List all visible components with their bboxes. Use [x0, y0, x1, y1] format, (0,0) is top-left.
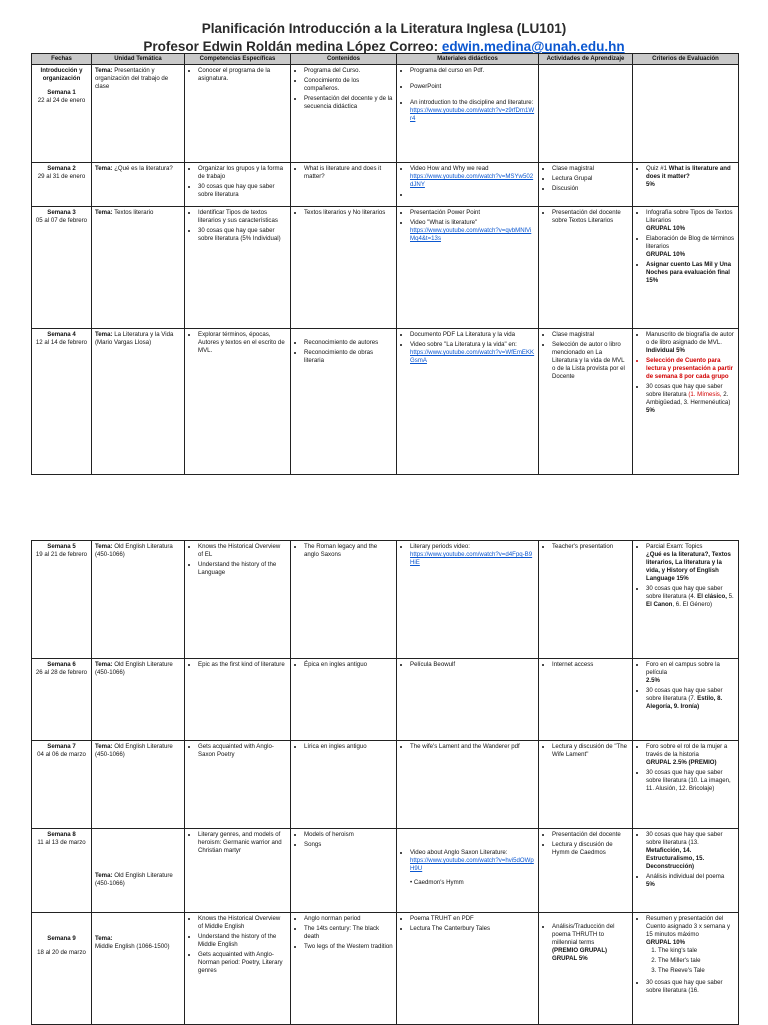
- actividades-cell: • Lectura y discusión de "The Wife Lament": [539, 741, 633, 829]
- planning-table-page-2: [31, 540, 739, 1025]
- materiales-cell: • Programa del curso en Pdf. • PowerPoint • An introduction to the discipline and literature: https://www.youtube.com/watch?v=z9rfDm1Wr4: [397, 65, 539, 163]
- tema-cell: Tema: Old English Literature (450-1066): [92, 741, 185, 829]
- competencias-cell: • Knows the Historical Overview of Middle English • Understand the history of the Middle English • Gets acquainted with Anglo-Norman period: Poetry, Literary genres: [185, 913, 291, 1025]
- contenidos-cell: • Lírica en ingles antiguo: [291, 741, 397, 829]
- tema-cell: Tema: Old English Literatura (450-1066): [92, 541, 185, 659]
- col-contenidos: Contenidos: [291, 54, 397, 65]
- criterios-cell: • Foro sobre el rol de la mujer a través de la historia GRUPAL 2.5% (PREMIO) • 30 cosas que hay que saber sobre literatura (10. La imagen, 11. Alusión, 12. Bricolaje): [633, 741, 739, 829]
- tema-cell: Tema: Middle English (1066-1500): [92, 913, 185, 1025]
- materiales-cell: • Poema TRUHT en PDF • Lectura The Canterbury Tales: [397, 913, 539, 1025]
- actividades-cell: • Presentación del docente sobre Textos Literarios: [539, 207, 633, 329]
- criterios-cell: • Manuscrito de biografía de autor o de libro asignado de MVL. Individual 5% • Selección de Cuento para lectura y presentación a partir de semana 8 por cada grupo • 30 cosas que hay que saber sobre literatura (1. Mímesis, 2. Ambigüedad, 3. Hermenéutica) 5%: [633, 329, 739, 475]
- materiales-cell: • Video about Anglo Saxon Literature: https://www.youtube.com/watch?v=hvi5dOWpH9U • Caedmon's Hymm: [397, 829, 539, 913]
- fecha-cell: Semana 5 19 al 21 de febrero: [32, 541, 92, 659]
- fecha-cell: Semana 3 05 al 07 de febrero: [32, 207, 92, 329]
- competencias-cell: • Explorar términos, épocas, Autores y textos en el escrito de MVL.: [185, 329, 291, 475]
- competencias-cell: • Conocer el programa de la asignatura.: [185, 65, 291, 163]
- table-row: [32, 659, 739, 741]
- actividades-cell: • Presentación del docente • Lectura y discusión de Hymm de Caedmos: [539, 829, 633, 913]
- criterios-cell: [633, 65, 739, 163]
- table-row: [32, 541, 739, 659]
- planning-table-page-1: [31, 53, 739, 475]
- col-unidad: Unidad Temática: [92, 54, 185, 65]
- criterios-cell: • Quiz #1 What is literature and does it matter? 5%: [633, 163, 739, 207]
- tema-cell: Tema: ¿Qué es la literatura?: [92, 163, 185, 207]
- fecha-cell: Semana 2 29 al 31 de enero: [32, 163, 92, 207]
- actividades-cell: • Análisis/Traducción del poema THRUTH to millennial terms (PREMIO GRUPAL) GRUPAL 5%: [539, 913, 633, 1025]
- table-row: [32, 913, 739, 1025]
- tema-cell: Tema: La Literatura y la Vida (Mario Vargas Llosa): [92, 329, 185, 475]
- page-title: [0, 20, 768, 56]
- criterios-cell: • Resumen y presentación del Cuento asignado 3 x semana y 15 minutos máximo GRUPAL 10% 1. The king's tale 2. The Miller's tale 3. The Reeve's Tale • 30 cosas que hay que saber sobre literatura (16.: [633, 913, 739, 1025]
- competencias-cell: • Epic as the first kind of literature: [185, 659, 291, 741]
- materiales-cell: • Presentación Power Point • Video "What is literature" https://www.youtube.com/watch?v=qvbMNlViMq4&t=13s: [397, 207, 539, 329]
- video-link[interactable]: https://www.youtube.com/watch?v=WfEmEKKGsmA: [410, 349, 535, 364]
- tema-cell: Tema: Presentación y organización del trabajo de clase: [92, 65, 185, 163]
- actividades-cell: [539, 65, 633, 163]
- contenidos-cell: • Reconocimiento de autores • Reconocimiento de obras literaria: [291, 329, 397, 475]
- competencias-cell: • Knows the Historical Overview of EL • Understand the history of the Language: [185, 541, 291, 659]
- table-row: [32, 163, 739, 207]
- col-criterios: Criterios de Evaluación: [633, 54, 739, 65]
- materiales-cell: • Película Beowulf: [397, 659, 539, 741]
- contenidos-cell: • Anglo norman period • The 14ts century: The black death • Two legs of the Western tradition: [291, 913, 397, 1025]
- tema-cell: Tema: Old English Literature (450-1066): [92, 829, 185, 913]
- actividades-cell: • Clase magistral • Lectura Grupal • Discusión: [539, 163, 633, 207]
- materiales-cell: • Video How and Why we read https://www.youtube.com/watch?v=MSYw502dJNY •: [397, 163, 539, 207]
- competencias-cell: • Identificar Tipos de textos literarios y sus características • 30 cosas que hay que saber sobre literatura (5% Individual): [185, 207, 291, 329]
- col-actividades: Actividades de Aprendizaje: [539, 54, 633, 65]
- contenidos-cell: • Programa del Curso. • Conocimiento de los compañeros. • Presentación del docente y de la secuencia didáctica: [291, 65, 397, 163]
- video-link[interactable]: https://www.youtube.com/watch?v=z9rfDm1Wr4: [410, 107, 535, 122]
- col-competencias: Competencias Específicas: [185, 54, 291, 65]
- materiales-cell: • The wife's Lament and the Wanderer pdf: [397, 741, 539, 829]
- competencias-cell: • Organizar los grupos y la forma de trabajo • 30 cosas que hay que saber sobre literatura: [185, 163, 291, 207]
- competencias-cell: • Literary genres, and models of heroism: Germanic warrior and Christian martyr: [185, 829, 291, 913]
- video-link[interactable]: https://www.youtube.com/watch?v=hvi5dOWpH9U: [410, 857, 534, 872]
- fecha-cell: Semana 8 11 al 13 de marzo: [32, 829, 92, 913]
- fecha-cell: Introducción y organización Semana 1 22 al 24 de enero: [32, 65, 92, 163]
- contenidos-cell: • Textos literarios y No literarios: [291, 207, 397, 329]
- table-row: [32, 741, 739, 829]
- fecha-cell: Semana 9 18 al 20 de marzo: [32, 913, 92, 1025]
- professor-line: Profesor Edwin Roldán medina López Correo: edwin.medina@unah.edu.hn: [143, 39, 625, 54]
- video-link[interactable]: https://www.youtube.com/watch?v=qvbMNlViMq4&t=13s: [410, 227, 532, 242]
- contenidos-cell: • Models of heroism • Songs: [291, 829, 397, 913]
- col-materiales: Materiales didácticos: [397, 54, 539, 65]
- actividades-cell: • Teacher's presentation: [539, 541, 633, 659]
- table-header-row: [32, 54, 739, 65]
- fecha-cell: Semana 4 12 al 14 de febrero: [32, 329, 92, 475]
- table-row: [32, 207, 739, 329]
- criterios-cell: • Foro en el campus sobre la película 2.5% • 30 cosas que hay que saber sobre literatura (7. Estilo, 8. Alegoría, 9. Ironía): [633, 659, 739, 741]
- document-title: Planificación Introducción a la Literatura Inglesa (LU101): [201, 21, 567, 36]
- table-row: [32, 65, 739, 163]
- materiales-cell: • Literary periods video: https://www.youtube.com/watch?v=d4Fpq-B9HiE: [397, 541, 539, 659]
- actividades-cell: • Internet access: [539, 659, 633, 741]
- email-link[interactable]: edwin.medina@unah.edu.hn: [441, 39, 625, 54]
- competencias-cell: • Gets acquainted with Anglo-Saxon Poetry: [185, 741, 291, 829]
- contenidos-cell: • The Roman legacy and the anglo Saxons: [291, 541, 397, 659]
- tema-cell: Tema: Textos literario: [92, 207, 185, 329]
- contenidos-cell: • What is literature and does it matter?: [291, 163, 397, 207]
- tema-cell: Tema: Old English Literature (450-1066): [92, 659, 185, 741]
- actividades-cell: • Clase magistral • Selección de autor o libro mencionado en La Literatura y la vida de MVL o de la Lista provista por el Docente: [539, 329, 633, 475]
- fecha-cell: Semana 6 26 al 28 de febrero: [32, 659, 92, 741]
- criterios-cell: • Infografía sobre Tipos de Textos Literarios GRUPAL 10% • Elaboración de Blog de términos literarios GRUPAL 10% • Asignar cuento Las Mil y Una Noches para evaluación final 15%: [633, 207, 739, 329]
- table-row: [32, 329, 739, 475]
- col-fechas: Fechas: [32, 54, 92, 65]
- table-row: [32, 829, 739, 913]
- criterios-cell: • 30 cosas que hay que saber sobre literatura (13. Metaficción, 14. Estructuralismo, 15. Deconstrucción) • Análisis individual del poema 5%: [633, 829, 739, 913]
- video-link[interactable]: https://www.youtube.com/watch?v=d4Fpq-B9HiE: [410, 551, 533, 566]
- contenidos-cell: • Épica en ingles antiguo: [291, 659, 397, 741]
- fecha-cell: Semana 7 04 al 06 de marzo: [32, 741, 92, 829]
- video-link[interactable]: https://www.youtube.com/watch?v=MSYw502dJNY: [410, 173, 534, 188]
- criterios-cell: • Parcial Exam: Topics ¿Qué es la literatura?, Textos literarios, La literatura y la vida, y History of English Language 15% • 30 cosas que hay que saber sobre literatura (4. El clásico, 5. El Canon, 6. El Género): [633, 541, 739, 659]
- materiales-cell: • Documento PDF La Literatura y la vida • Video sobre "La Literatura y la vida" en: https://www.youtube.com/watch?v=WfEmEKKGsmA: [397, 329, 539, 475]
